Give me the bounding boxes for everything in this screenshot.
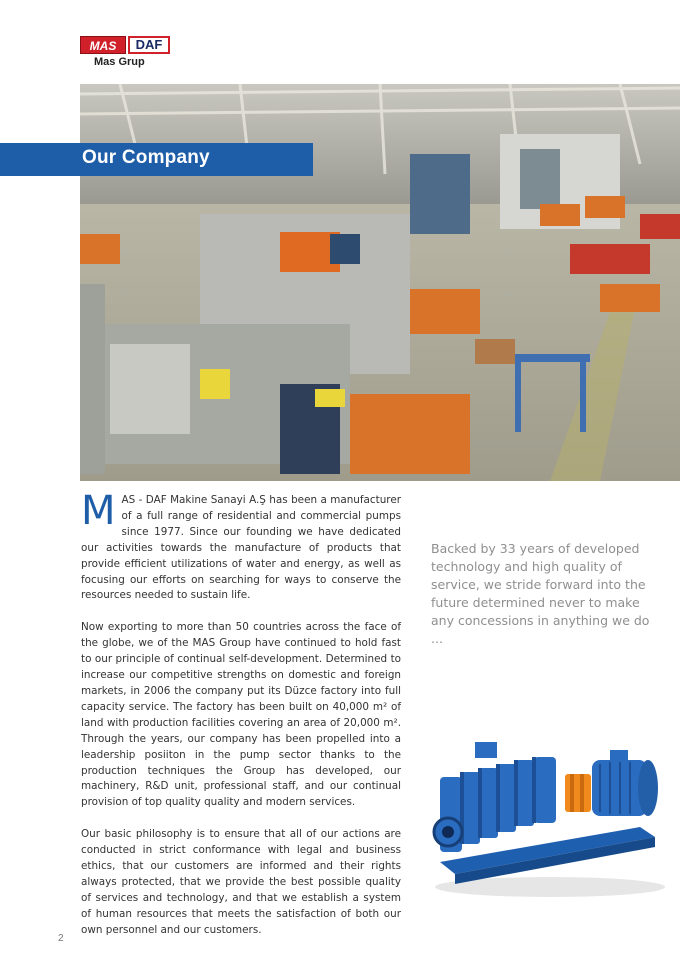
page-title: Our Company bbox=[82, 147, 210, 168]
company-logo bbox=[80, 36, 170, 76]
pump-image bbox=[420, 722, 670, 902]
body-text bbox=[81, 488, 401, 955]
page-number: 2 bbox=[58, 933, 64, 944]
logo-daf-mark: DAF bbox=[128, 36, 170, 54]
paragraph-intro bbox=[81, 488, 401, 604]
paragraph-philosophy: Our basic philosophy is to ensure that all of our actions are conducted in strict conformance with legal and business ethics, that our customers are informed and their rights always protected, that we provide the best possible quality of services and technology, and that we establish a system of human resources that meets the satisfaction of both our own personnel and our customers. bbox=[81, 828, 401, 936]
section-title-band bbox=[0, 143, 313, 176]
paragraph-intro-text: AS - DAF Makine Sanayi A.Ş has been a manufacturer of a full range of residential and commercial pumps since 1977. Since our founding we have dedicated our activities towards the manufacture of products that provide efficient utilizations of water and energy, as well as focusing our efforts on searching for ways to conserve the resources needed to sustain life. bbox=[81, 494, 401, 602]
pull-quote: Backed by 33 years of developed technology and high quality of service, we stride forward into the future determined never to make any concessions in anything we do ... bbox=[431, 541, 650, 646]
logo-group-name: Mas Grup bbox=[94, 56, 145, 68]
logo-mas-mark: MAS bbox=[80, 36, 126, 54]
paragraph-exports: Now exporting to more than 50 countries across the face of the globe, we of the MAS Group have continued to hold fast to our principle of continual self-development. Determined to increase our competitive strengths on domestic and foreign markets, in 2006 the company put its Düzce factory into full capacity service. The factory has been built on 40,000 m² of land with production facilities covering an area of 20,000 m². Through the years, our company has been propelled into a leadership posiiton in the pump sector thanks to the production techniques the Group has developed, our machinery, R&D unit, professional staff, and our continual provision of top quality quality and modern services. bbox=[81, 621, 401, 809]
dropcap: M bbox=[81, 488, 116, 534]
